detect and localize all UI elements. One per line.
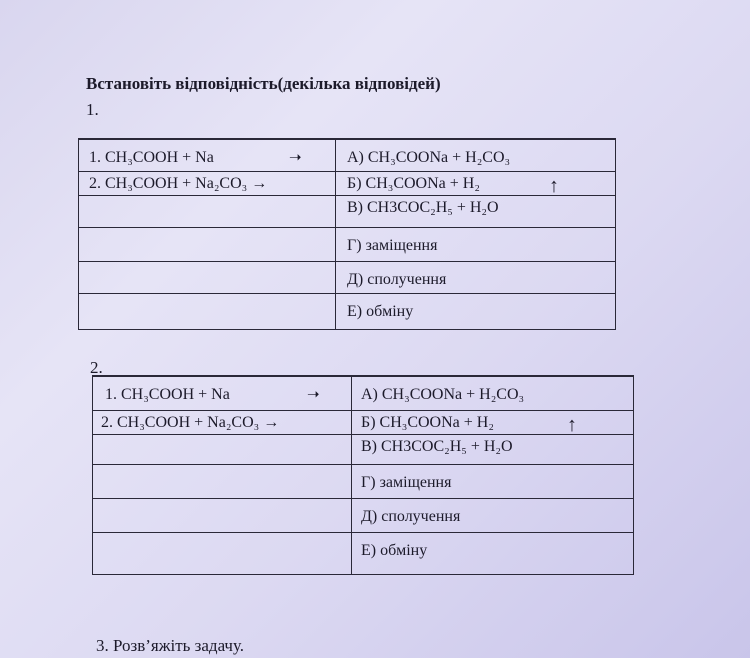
right-item: Д) сполучення <box>347 271 447 288</box>
left-item: 2. CH₃COOH + Na₂CO₃ → <box>101 414 280 431</box>
right-arrow-icon: ➝ <box>289 150 302 166</box>
right-item: Б) CH₃COONa + H₂ <box>361 414 494 431</box>
table-row <box>93 464 633 499</box>
table-row <box>79 139 615 172</box>
right-item: Е) обміну <box>347 303 414 320</box>
table-row <box>79 261 615 294</box>
task-number: 1. <box>86 100 99 119</box>
right-item: Г) заміщення <box>347 237 438 254</box>
left-item: 1. CH₃COOH + Na <box>105 386 230 403</box>
up-arrow-icon: ↑ <box>567 414 577 436</box>
right-item: А) CH₃COONa + H₂CO₃ <box>361 386 525 403</box>
matching-table <box>78 138 616 330</box>
matching-table <box>92 375 634 575</box>
task-number: 2. <box>90 358 103 377</box>
left-item: 2. CH₃COOH + Na₂CO₃ → <box>89 175 268 192</box>
right-item: Д) сполучення <box>361 508 461 525</box>
table-row <box>79 227 615 262</box>
right-item: В) CH3COC₂H₅ + H₂O <box>347 199 499 216</box>
table-row <box>93 532 633 575</box>
left-item: 1. CH₃COOH + Na <box>89 149 214 166</box>
page-title: Встановіть відповідність(декілька відповідей) <box>86 74 441 93</box>
up-arrow-icon: ↑ <box>549 175 559 197</box>
right-item: Б) CH₃COONa + H₂ <box>347 175 480 192</box>
table-row <box>93 410 633 435</box>
right-item: Г) заміщення <box>361 474 452 491</box>
right-item: В) CH3COC₂H₅ + H₂O <box>361 438 513 455</box>
task-3-heading: 3. Розв’яжіть задачу. <box>96 636 245 655</box>
right-arrow-icon: ➝ <box>307 387 320 403</box>
right-item: А) CH₃COONa + H₂CO₃ <box>347 149 511 166</box>
table-row <box>93 376 633 411</box>
table-row <box>79 171 615 196</box>
table-row <box>93 498 633 533</box>
table-row <box>93 434 633 465</box>
right-item: Е) обміну <box>361 542 428 559</box>
table-row <box>79 195 615 228</box>
table-row <box>79 293 615 330</box>
